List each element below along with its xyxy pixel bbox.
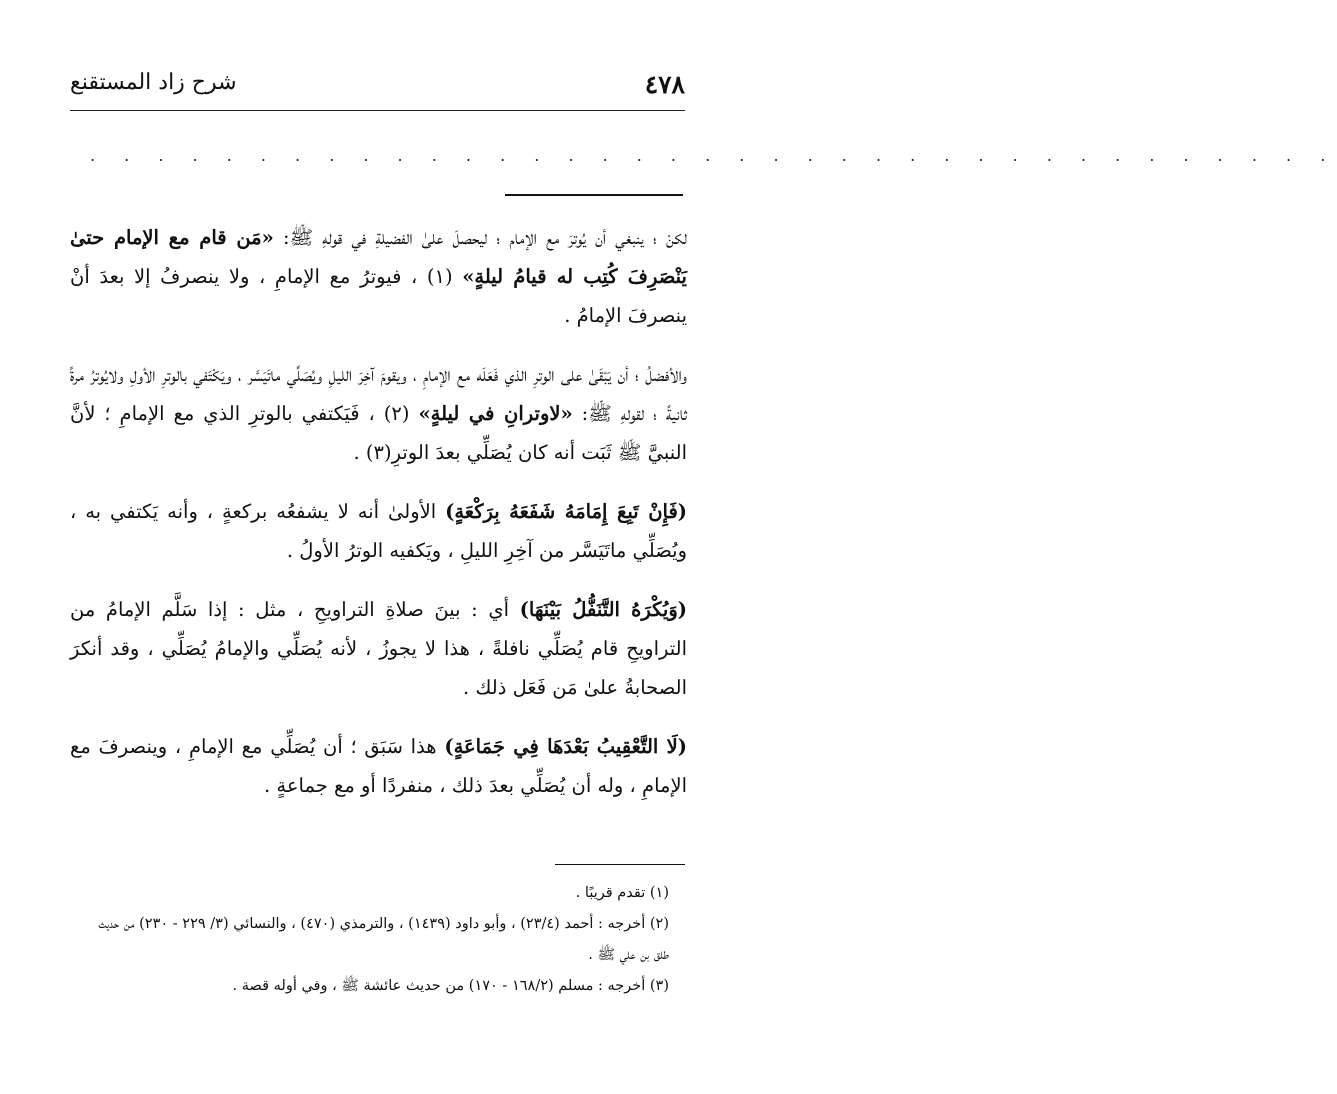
- paragraph-1-text-b: (١) ، فيوترُ مع الإمامِ ، ولا ينصرفُ إلا بعدَ أنْ ينصرفَ الإمامُ .: [70, 265, 687, 327]
- hadith-quote-2: «لاوترانِ في ليلةٍ»: [418, 402, 573, 425]
- paragraph-4: [70, 590, 687, 707]
- paragraph-1: [70, 218, 687, 335]
- footnotes: [90, 878, 669, 1002]
- main-text: [70, 218, 687, 825]
- footnote-3: (٣) أخرجه : مسلم (١٦٨/٢ - ١٧٠) من حديث عائشة ﷺ ، وفي أوله قصة .: [232, 978, 669, 994]
- paragraph-2: [70, 355, 687, 472]
- short-rule: [505, 194, 683, 196]
- commentary-text-5: هذا سَبَق ؛ أن يُصَلِّي مع الإمامِ ، وينصرفَ مع الإمامِ ، وله أن يُصَلِّي بعدَ ذلك ، منفردًا أو مع جماعةٍ .: [70, 735, 687, 797]
- running-header: [70, 68, 685, 108]
- matn-text-4: (وَيُكْرَهُ التَّنَفُّلُ بَيْنَهَا): [519, 598, 688, 621]
- dotted-separator: . . . . . . . . . . . . . . . . . . . . . . . . . . . . . . . . . . . . .: [90, 146, 1337, 165]
- matn-text-3: (فَإِنْ تَبِعَ إِمَامَهُ شَفَعَهُ بِرَكْعَةٍ): [445, 500, 688, 523]
- hadith-quote-1: «مَن قام مع الإمام حتىٰ يَنْصَرِفَ كُتِب له قيامُ ليلةٍ»: [70, 226, 687, 288]
- paragraph-2-text-a: والأفضلُ ؛ أن يَبْقَىٰ على الوترِ الذي فَعَلَه مع الإمامِ ، ويقومَ آخِرَ الليلِ ويُصَلِّي ماتَيَسَّر ، ويَكْتَفي بالوترِ الأولِ ولايُوترُ مرةً ثانيةً ؛ لقولهِ ﷺ:: [70, 363, 687, 425]
- footnote-1: (١) تقدم قريبًا .: [575, 885, 669, 901]
- paragraph-3: [70, 492, 687, 570]
- commentary-text-3: الأولىٰ أنه لا يشفعُه بركعةٍ ، وأنه يَكتفي به ، ويُصَلِّي ماتَيَسَّر من آخِرِ الليلِ ، ويَكفيه الوترُ الأولُ .: [70, 500, 687, 562]
- page-number: ٤٧٨: [644, 70, 685, 99]
- matn-text-5: (لَا التَّعْقِيبُ بَعْدَهَا فِي جَمَاعَةٍ): [444, 735, 687, 758]
- commentary-text-4: أي : بينَ صلاةِ التراويحِ ، مثل : إذا سَلَّم الإمامُ من التراويحِ قام يُصَلِّي نافلةً ، هذا لا يجوزُ ، لأنه يُصَلِّي والإمامُ يُصَلِّي ، وقد أنكرَ الصحابةُ علىٰ مَن فَعَل ذلك .: [70, 598, 687, 699]
- book-title: شرح زاد المستقنع: [70, 70, 237, 95]
- paragraph-1-text-a: لكنْ ؛ ينبغي أن يُوترَ مع الإمام ؛ ليحصلَ علىٰ الفضيلةِ في قولهِ ﷺ:: [283, 226, 688, 249]
- footnote-rule: [555, 864, 685, 865]
- footnote-2: (٢) أخرجه : أحمد (٢٣/٤) ، وأبو داود (١٤٣٩) ، والترمذي (٤٧٠) ، والنسائي (٣/ ٢٢٩ - ٢٣٠) من حديث طلق بن علي ﷺ .: [98, 916, 669, 963]
- paragraph-2-text-b: (٢) ، فَيَكتفي بالوترِ الذي مع الإمامِ ؛ لأنَّ النبيَّ ﷺ ثَبَت أنه كان يُصَلِّي بعدَ الوترِ(٣) .: [70, 402, 687, 464]
- header-rule: [70, 110, 685, 111]
- paragraph-5: [70, 727, 687, 805]
